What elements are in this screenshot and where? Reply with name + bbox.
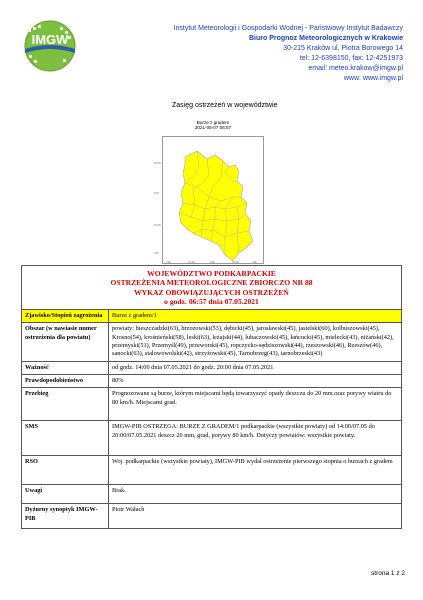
table-row	[22, 310, 402, 323]
x-tick: 23E	[252, 261, 257, 264]
bureau-name: Biuro Prognoz Meteorologicznych w Krakowie	[248, 35, 403, 42]
issue-time: o godz. 06:57 dnia 07.05.2021	[164, 296, 259, 306]
address: 30-215 Kraków ul. Piotra Borowego 14	[283, 45, 403, 52]
duty-forecaster-label: Dyżurny synoptyk IMGW-PIB	[22, 504, 109, 529]
institute-name: Instytut Meteorologii i Gospodarki Wodnej - Państwowy Instytut Badawczy	[173, 25, 403, 32]
sms-label: SMS	[22, 421, 109, 456]
map-heading: Zasięg ostrzeżeń w województwie	[172, 102, 278, 109]
map-frame	[162, 136, 264, 264]
x-tick: 21.5E	[188, 261, 195, 264]
table-row	[22, 388, 402, 421]
sms-value: IMGW-PIB OSTRZEGA: BURZE Z GRADEM/1 podkarpackie (wszystkie powiaty) od 14:00/07.05 do 20:00/07.05.2021 deszcz 20 mm, grad, porywy 80 km/h. Dotyczy powiatów: wszystkie powiaty.	[109, 421, 402, 456]
table-row	[22, 323, 402, 361]
table-row	[22, 485, 402, 504]
website: www: www.imgw.pl	[343, 75, 403, 82]
list-title: WYKAZ OBOWIĄZUJĄCYCH OSTRZEŻEŃ	[134, 287, 289, 297]
y-tick: 50.5N	[154, 162, 161, 165]
warning-map	[154, 120, 268, 266]
probability-value: 80%	[109, 374, 402, 387]
imgw-logo	[20, 19, 80, 73]
y-tick: 49N	[154, 252, 159, 255]
phenomenon-value: Burze z gradem/1	[109, 310, 402, 323]
duty-forecaster-value: Piotr Wałach	[109, 504, 402, 529]
map-date: 2021-05-07 06:57	[194, 125, 232, 130]
x-tick: 22E	[210, 261, 215, 264]
remarks-label: Uwagi	[22, 485, 109, 504]
phone-fax: tel: 12-6398150, fax: 12-4251973	[299, 55, 403, 62]
y-tick: 49.5N	[154, 224, 161, 227]
probability-label: Prawdopodobieństwo	[22, 374, 109, 387]
voivodeship-title: WOJEWÓDZTWO PODKARPACKIE	[147, 269, 276, 278]
remarks-value: Brak.	[109, 485, 402, 504]
table-row	[22, 456, 402, 485]
warning-title	[22, 266, 402, 310]
logo-text: IMGW	[31, 32, 69, 47]
phenomenon-label: Zjawisko/Stopień zagrożenia	[22, 310, 109, 323]
map-title: Burze z gradem	[196, 120, 230, 125]
table-row	[22, 421, 402, 456]
course-value: Prognozowane są burze, którym miejscami będą towarzyszyć opady deszczu do 20 mm oraz porywy wiatru do 80 km/h. Miejscami grad.	[109, 388, 402, 421]
area-label: Obszar (w nawiasie numer ostrzeżenia dla powiatu)	[22, 323, 109, 361]
x-tick: 21E	[166, 261, 171, 264]
table-row	[22, 374, 402, 387]
institute-header	[73, 24, 403, 84]
rso-value: Woj. podkarpackie (wszystkie powiaty), IMGW-PIB wydał ostrzeżenie pierwszego stopnia o burzach z gradem	[109, 456, 402, 485]
table-row	[22, 504, 402, 529]
email: email: meteo.krakow@imgw.pl	[308, 65, 403, 72]
page-number: strona 1 z 2	[371, 570, 405, 577]
voivodeship-shape	[163, 137, 265, 265]
table-row	[22, 361, 402, 374]
warning-table	[21, 265, 402, 529]
area-value: powiaty: bieszczadzki(63), brzozowski(53), dębicki(45), jarosławski(45), jasielski(60), kolbuszowski(45), Krosno(54), krośnieński(58), leski(63), leżajski(44), lubaczowski(45), łańcucki(45), mielecki(43), niżański(42), przemyski(51), Przemyśl(49), przeworski(45), ropczycko-sędziszowski(44), rzeszowski(46), Rzeszów(46), sanocki(63), stalowowolski(42), strzyżowski(45), Tarnobrzeg(43), tarnobrzeski(43)	[109, 323, 402, 361]
x-tick: 22.5E	[232, 261, 239, 264]
y-tick: 50N	[154, 192, 159, 195]
rso-label: RSO	[22, 456, 109, 485]
course-label: Przebieg	[22, 388, 109, 421]
validity-label: Ważność	[22, 361, 109, 374]
validity-value: od godz. 14:00 dnia 07.05.2021 do godz. 20:00 dnia 07.05.2021	[109, 361, 402, 374]
warning-number: OSTRZEŻENIA METEOROLOGICZNE ZBIORCZO NR 88	[110, 278, 313, 288]
